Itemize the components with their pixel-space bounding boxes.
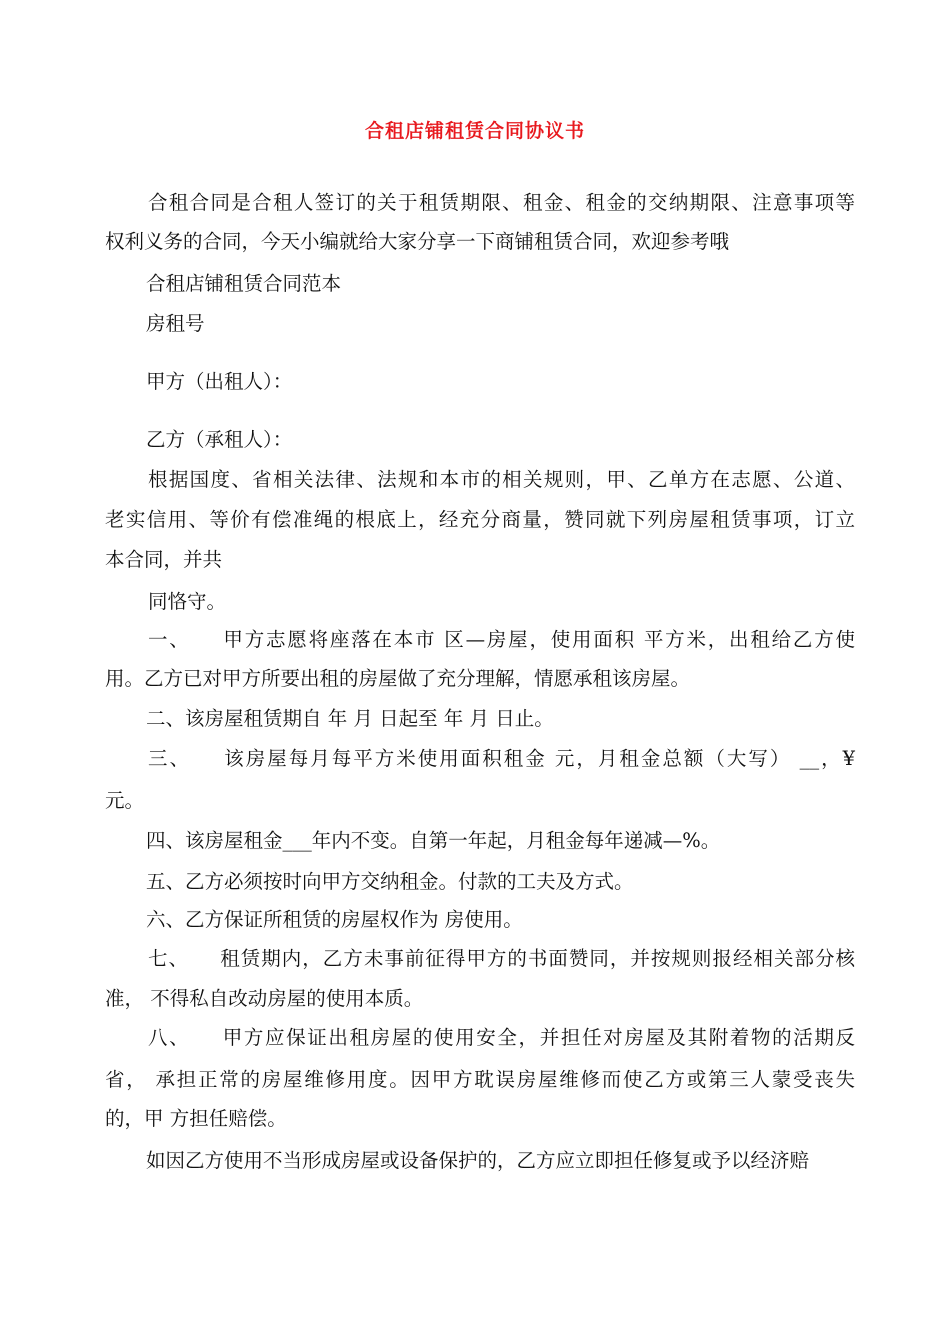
clause-1-line-2: 用。乙方已对甲方所要出租的房屋做了充分理解，情愿承租该房屋。: [105, 667, 691, 690]
party-b-line: 乙方（承租人）：: [146, 428, 293, 451]
rent-number-line: 房租号: [146, 312, 205, 335]
clause-8-line-4: 如因乙方使用不当形成房屋或设备保护的，乙方应立即担任修复或予以经济赔: [146, 1149, 810, 1172]
clause-8-line-3: 的，甲 方担任赔偿。: [105, 1107, 287, 1130]
clause-3-line-1: 三、 该房屋每月每平方米使用面积租金 元，月租金总额（大写） __，¥: [148, 747, 855, 770]
intro-line-2: 权利义务的合同，今天小编就给大家分享一下商铺租赁合同，欢迎参考哦: [105, 230, 730, 253]
intro-line-1: 合租合同是合租人签订的关于租赁期限、租金、租金的交纳期限、注意事项等: [148, 191, 855, 214]
preamble-line-2: 老实信用、等价有偿准绳的根底上，经充分商量，赞同就下列房屋租赁事项，订立: [105, 508, 855, 531]
preamble-line-3: 本合同，并共: [105, 548, 223, 571]
clause-2-line: 二、该房屋租赁期自 年 月 日起至 年 月 日止。: [146, 707, 554, 730]
clause-8-line-1: 八、 甲方应保证出租房屋的使用安全，并担任对房屋及其附着物的活期反: [148, 1026, 855, 1049]
clause-5-line: 五、乙方必须按时向甲方交纳租金。付款的工夫及方式。: [146, 870, 634, 893]
clause-8-line-2: 省， 承担正常的房屋维修用度。因甲方耽误房屋维修而使乙方或第三人蒙受丧失: [105, 1068, 855, 1091]
clause-6-line: 六、乙方保证所租赁的房屋权作为 房使用。: [146, 908, 523, 931]
preamble-line-4: 同恪守。: [148, 590, 227, 613]
subtitle-line: 合租店铺租赁合同范本: [146, 272, 342, 295]
clause-1-line-1: 一、 甲方志愿将座落在本市 区—房屋，使用面积 平方米，出租给乙方使: [148, 628, 855, 651]
clause-7-line-2: 准， 不得私自改动房屋的使用本质。: [105, 987, 424, 1010]
document-title: 合租店铺租赁合同协议书: [364, 120, 585, 142]
clause-3-line-2: 元。: [105, 789, 145, 812]
preamble-line-1: 根据国度、省相关法律、法规和本市的相关规则，甲、乙单方在志愿、公道、: [148, 468, 855, 491]
clause-7-line-1: 七、 租赁期内，乙方未事前征得甲方的书面赞同，并按规则报经相关部分核: [148, 947, 855, 970]
party-a-line: 甲方（出租人）：: [146, 370, 293, 393]
clause-4-line: 四、该房屋租金___年内不变。自第一年起，月租金每年递减—%。: [146, 829, 721, 852]
